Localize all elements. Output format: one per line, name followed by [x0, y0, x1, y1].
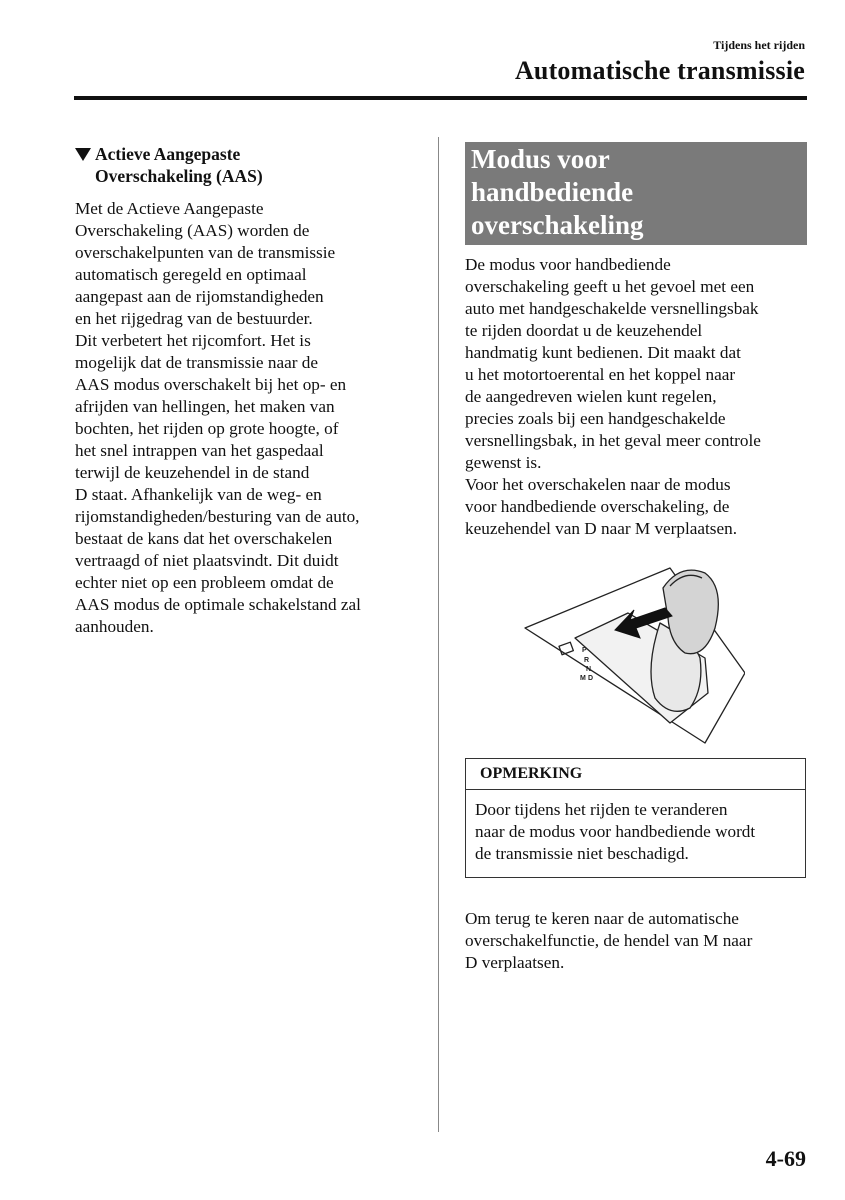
note-title: OPMERKING — [466, 759, 805, 790]
triangle-bullet-icon — [75, 148, 91, 161]
header-rule — [74, 96, 807, 100]
note-box — [465, 758, 806, 878]
gate-letter: M — [580, 675, 586, 682]
column-divider — [438, 137, 439, 1132]
manual-mode-section-title: Modus voor handbediende overschakeling — [465, 142, 807, 245]
page-title: Automatische transmissie — [514, 56, 805, 85]
gate-letter: N — [586, 666, 592, 673]
gate-letter: D — [588, 675, 594, 682]
note-body: Door tijdens het rijden te veranderen naar de modus voor handbediende wordt de transmissie niet beschadigd. — [475, 800, 756, 863]
page-number: 4-69 — [765, 1146, 806, 1171]
aas-heading-text: Actieve Aangepaste Overschakeling (AAS) — [95, 144, 263, 186]
left-column — [75, 143, 415, 638]
gear-selector-illustration — [520, 548, 745, 748]
manual-mode-body-text: De modus voor handbediende overschakeling geeft u het gevoel met een auto met handgeschakelde versnellingsbak te rijden doordat u de keuzehendel handmatig kunt bedienen. Dit maakt dat u het motortoerental en het koppel naar de aangedreven wielen kunt regelen, precies zoals bij een handgeschakelde versnellingsbak, in het geval meer controle gewenst is. Voor het overschakelen naar de modus voor handbediende overschakeling, de keuzehendel van D naar M verplaatsen. — [465, 255, 761, 538]
gate-letter: P — [582, 647, 587, 654]
closing-text: Om terug te keren naar de automatische overschakelfunctie, de hendel van M naar D verplaatsen. — [465, 909, 753, 972]
gate-letter: R — [584, 657, 590, 664]
right-column — [465, 142, 807, 540]
aas-body-text: Met de Actieve Aangepaste Overschakeling (AAS) worden de overschakelpunten van de transmissie automatisch geregeld en optimaal aangepast aan de rijomstandigheden en het rijgedrag van de bestuurder. Dit verbetert het rijcomfort. Het is mogelijk dat de transmissie naar de AAS modus overschakelt bij het op- en afrijden van hellingen, het maken van bochten, het rijden op grote hoogte, of het snel intrappen van het gaspedaal terwijl de keuzehendel in de stand D staat. Afhankelijk van de weg- en rijomstandigheden/besturing van de auto, bestaat de kans dat het overschakelen vertraagd of niet plaatsvindt. Dit duidt echter niet op een probleem omdat de AAS modus de optimale schakelstand zal aanhouden. — [75, 199, 361, 636]
indicator-box — [559, 642, 573, 655]
header-section-label: Tijdens het rijden — [713, 38, 805, 52]
aas-heading — [75, 143, 415, 187]
